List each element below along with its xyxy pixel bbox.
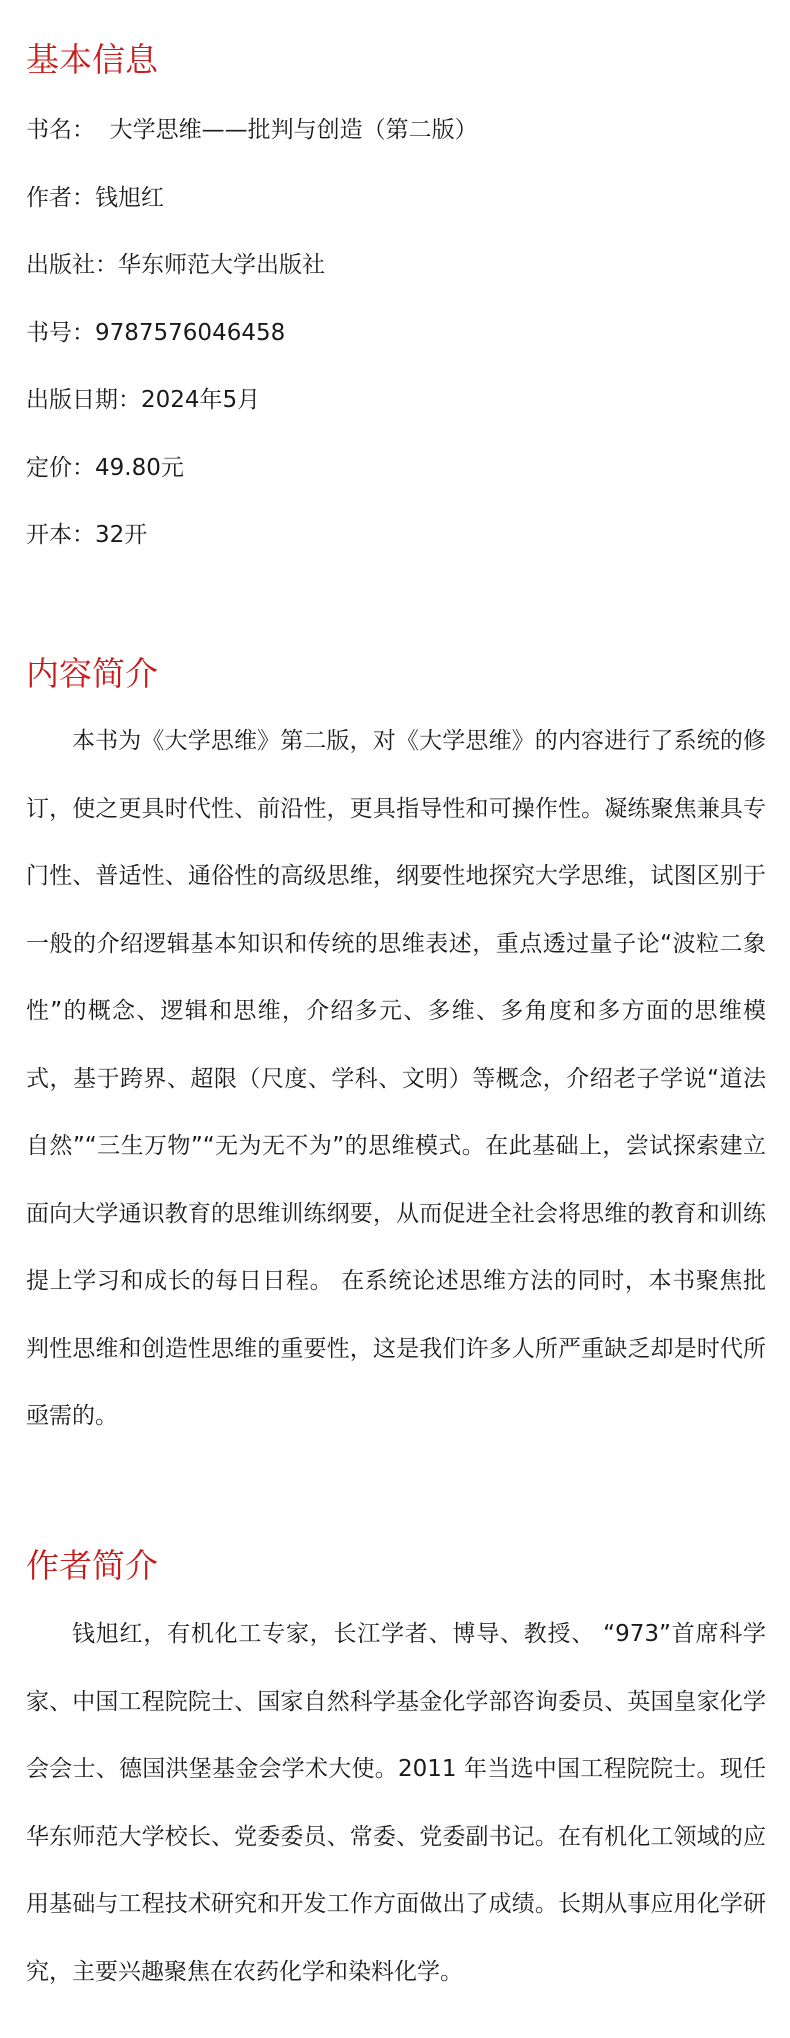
- content-intro-heading: 内容简介: [26, 654, 158, 693]
- info-format-line: [26, 524, 147, 547]
- info-author-label: 作者：: [26, 185, 95, 211]
- info-format-value: 32开: [95, 522, 148, 548]
- info-pubdate-value: 2024年5月: [141, 387, 261, 413]
- info-isbn-label: 书号：: [26, 320, 95, 346]
- info-price-label: 定价：: [26, 455, 95, 481]
- info-price-value: 49.80元: [95, 455, 184, 481]
- content-intro-text: 本书为《大学思维》第二版，对《大学思维》的内容进行了系统的修订，使之更具时代性、前沿性，更具指导性和可操作性。凝练聚焦兼具专门性、普适性、通俗性的高级思维，纲要性地探究大学思维，试图区别于一般的介绍逻辑基本知识和传统的思维表述，重点透过量子论“波粒二象性”的概念、逻辑和思维，介绍多元、多维、多角度和多方面的思维模式，基于跨界、超限（尺度、学科、文明）等概念，介绍老子学说“道法自然”“三生万物”“无为无不为”的思维模式。在此基础上，尝试探索建立面向大学通识教育的思维训练纲要，从而促进全社会将思维的教育和训练提上学习和成长的每日日程。 在系统论述思维方法的同时，本书聚焦批判性思维和创造性思维的重要性，这是我们许多人所严重缺乏却是时代所亟需的。: [26, 728, 766, 1429]
- info-author-line: [26, 187, 164, 210]
- info-publisher-value: 华东师范大学出版社: [118, 252, 325, 278]
- info-isbn-value: 9787576046458: [95, 320, 286, 346]
- info-format-label: 开本：: [26, 522, 95, 548]
- info-pubdate-label: 出版日期：: [26, 387, 141, 413]
- info-title-value: 大学思维——批判与创造（第二版）: [95, 117, 478, 143]
- info-author-value: 钱旭红: [95, 185, 164, 211]
- info-price-line: [26, 457, 184, 480]
- info-publisher-label: 出版社：: [26, 252, 118, 278]
- author-intro-text: 钱旭红，有机化工专家，长江学者、博导、教授、 “973”首席科学家、中国工程院院士、国家自然科学基金化学部咨询委员、英国皇家化学会会士、德国洪堡基金会学术大使。2011 年当选中国工程院院士。现任华东师范大学校长、党委委员、常委、党委副书记。在有机化工领域的应用基础与工程技术研究和开发工作方面做出了成绩。长期从事应用化学研究，主要兴趣聚焦在农药化学和染料化学。: [26, 1621, 766, 1985]
- info-publisher-line: [26, 254, 325, 277]
- info-isbn-line: [26, 322, 285, 345]
- info-pubdate-line: [26, 389, 260, 412]
- info-title-label: 书名：: [26, 117, 95, 143]
- basic-info-heading: 基本信息: [26, 40, 158, 79]
- info-title-line: [26, 119, 478, 142]
- author-intro-heading: 作者简介: [26, 1546, 158, 1585]
